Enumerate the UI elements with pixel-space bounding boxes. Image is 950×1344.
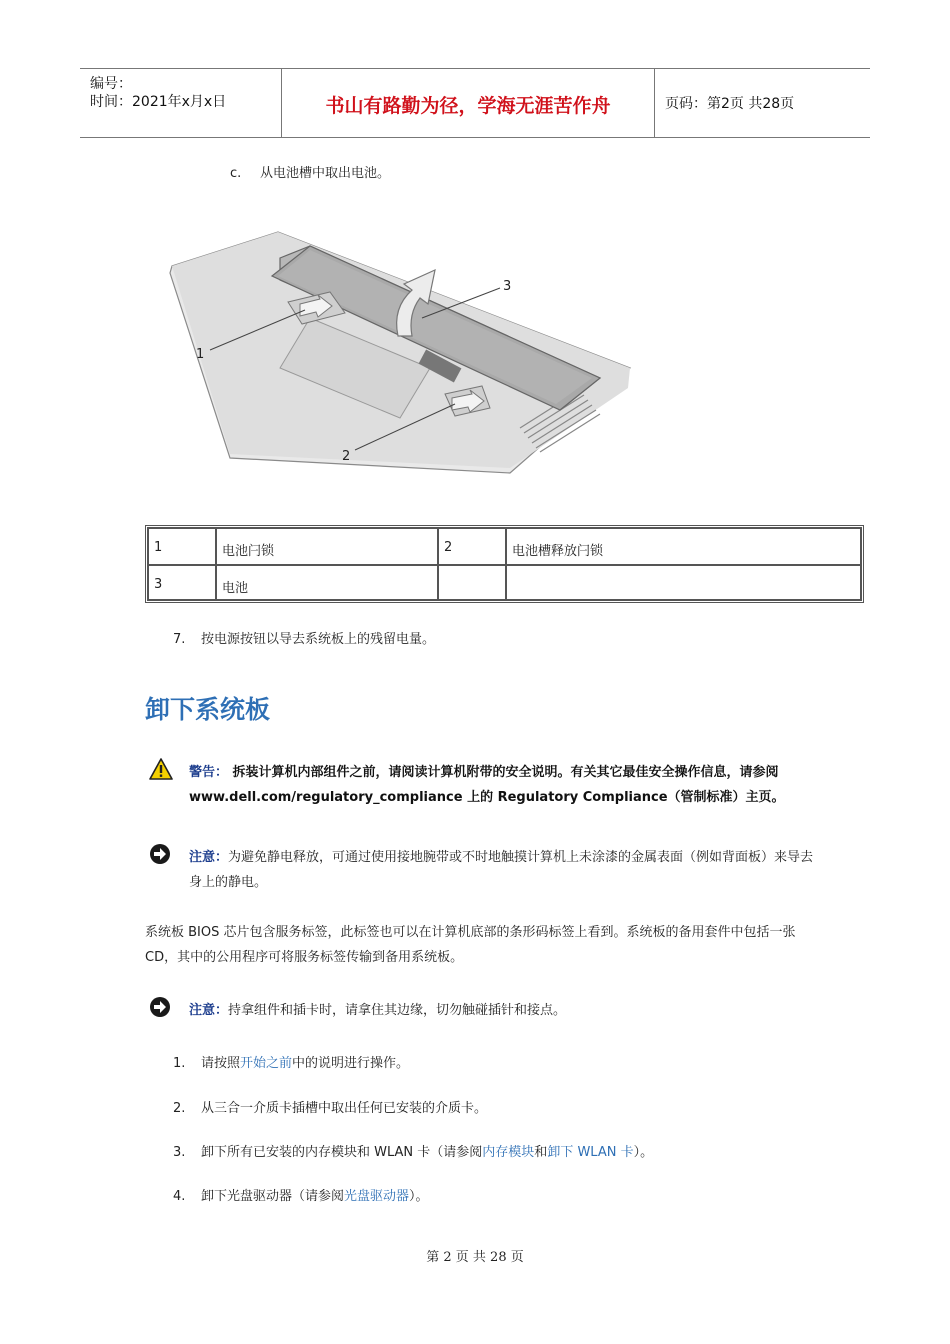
step-c xyxy=(230,162,390,181)
callout-text-1: 电池闩锁 xyxy=(216,528,438,565)
header-right-cell xyxy=(655,69,870,137)
callout-1-label: 1 xyxy=(196,347,205,362)
callout-num-1: 1 xyxy=(148,528,216,565)
step-4-text-end: ）。 xyxy=(409,1189,429,1204)
note-1-text: 为避免静电释放，可通过使用接地腕带或不时地触摸计算机上未涂漆的金属表面（例如背面板）来导去身上的静电。 xyxy=(189,850,814,890)
notice-icon-2 xyxy=(149,996,171,1018)
step-2-number: 2. xyxy=(173,1101,186,1116)
link-optical-drive[interactable]: 光盘驱动器 xyxy=(344,1189,410,1204)
link-memory-modules[interactable]: 内存模块 xyxy=(482,1145,535,1160)
step-3-number: 3. xyxy=(173,1145,186,1160)
step-1-text: 请按照 xyxy=(201,1056,241,1071)
battery-removal-figure xyxy=(160,218,662,480)
step-7-text: 按电源按钮以导去系统板上的残留电量。 xyxy=(201,632,436,647)
note-2-label: 注意： xyxy=(189,1003,229,1018)
header-page-number: 页码：第2页 共28页 xyxy=(665,96,795,112)
callout-3-label: 3 xyxy=(503,279,512,294)
callout-num-empty xyxy=(438,565,506,600)
step-4-number: 4. xyxy=(173,1189,186,1204)
warning-label: 警告： xyxy=(189,765,229,780)
step-2-text: 从三合一介质卡插槽中取出任何已安装的介质卡。 xyxy=(201,1101,488,1116)
notice-icon xyxy=(149,843,171,865)
list-item xyxy=(173,1141,653,1160)
page-header xyxy=(80,68,870,138)
header-center-cell xyxy=(281,69,655,137)
step-1-text-end: 中的说明进行操作。 xyxy=(292,1056,410,1071)
step-c-label: c. xyxy=(230,166,242,181)
callout-text-3: 电池 xyxy=(216,565,438,600)
callout-text-empty xyxy=(506,565,861,600)
document-number-label: 编号： xyxy=(90,76,132,92)
step-7-number: 7. xyxy=(173,632,186,647)
link-before-you-begin[interactable]: 开始之前 xyxy=(240,1056,293,1071)
step-3-text-end: ）。 xyxy=(633,1145,654,1160)
note-2-text: 持拿组件和插卡时，请拿住其边缘，切勿触碰插针和接点。 xyxy=(228,1003,567,1018)
list-item xyxy=(173,1185,429,1204)
note-2 xyxy=(189,998,819,1023)
step-1-number: 1. xyxy=(173,1056,186,1071)
callout-2-label: 2 xyxy=(342,449,351,464)
header-left-cell xyxy=(80,69,281,137)
battery-illustration xyxy=(160,218,662,480)
step-4-text: 卸下光盘驱动器（请参阅 xyxy=(201,1189,345,1204)
bios-paragraph: 系统板 BIOS 芯片包含服务标签，此标签也可以在计算机底部的条形码标签上看到。系统板的备用套件中包括一张 CD，其中的公用程序可将服务标签传输到备用系统板。 xyxy=(145,925,796,965)
note-1-label: 注意： xyxy=(189,850,229,865)
warning-text xyxy=(189,760,819,810)
list-item xyxy=(173,1052,409,1071)
step-c-text: 从电池槽中取出电池。 xyxy=(260,166,391,181)
step-7 xyxy=(173,628,435,647)
document-date: 时间：2021年x月x日 xyxy=(90,94,227,110)
list-item xyxy=(173,1097,487,1116)
callout-table xyxy=(145,525,864,603)
header-motto: 书山有路勤为径，学海无涯苦作舟 xyxy=(325,95,611,117)
warning-body: 拆装计算机内部组件之前，请阅读计算机附带的安全说明。有关其它最佳安全操作信息，请参阅 www.dell.com/regulatory_compliance 上的 Regulatory Compliance（管制标准）主页。 xyxy=(189,765,785,805)
callout-num-2: 2 xyxy=(438,528,506,565)
callout-num-3: 3 xyxy=(148,565,216,600)
section-title: 卸下系统板 xyxy=(145,695,271,724)
step-3-text-and: 和 xyxy=(534,1145,548,1160)
callout-text-2: 电池槽释放闩锁 xyxy=(506,528,861,565)
note-1 xyxy=(189,845,819,895)
step-3-text: 卸下所有已安装的内存模块和 WLAN 卡（请参阅 xyxy=(201,1145,483,1160)
link-remove-wlan-card[interactable]: 卸下 WLAN 卡 xyxy=(547,1145,634,1160)
page-footer: 第 2 页 共 28 页 xyxy=(426,1250,524,1265)
warning-icon xyxy=(148,757,174,781)
